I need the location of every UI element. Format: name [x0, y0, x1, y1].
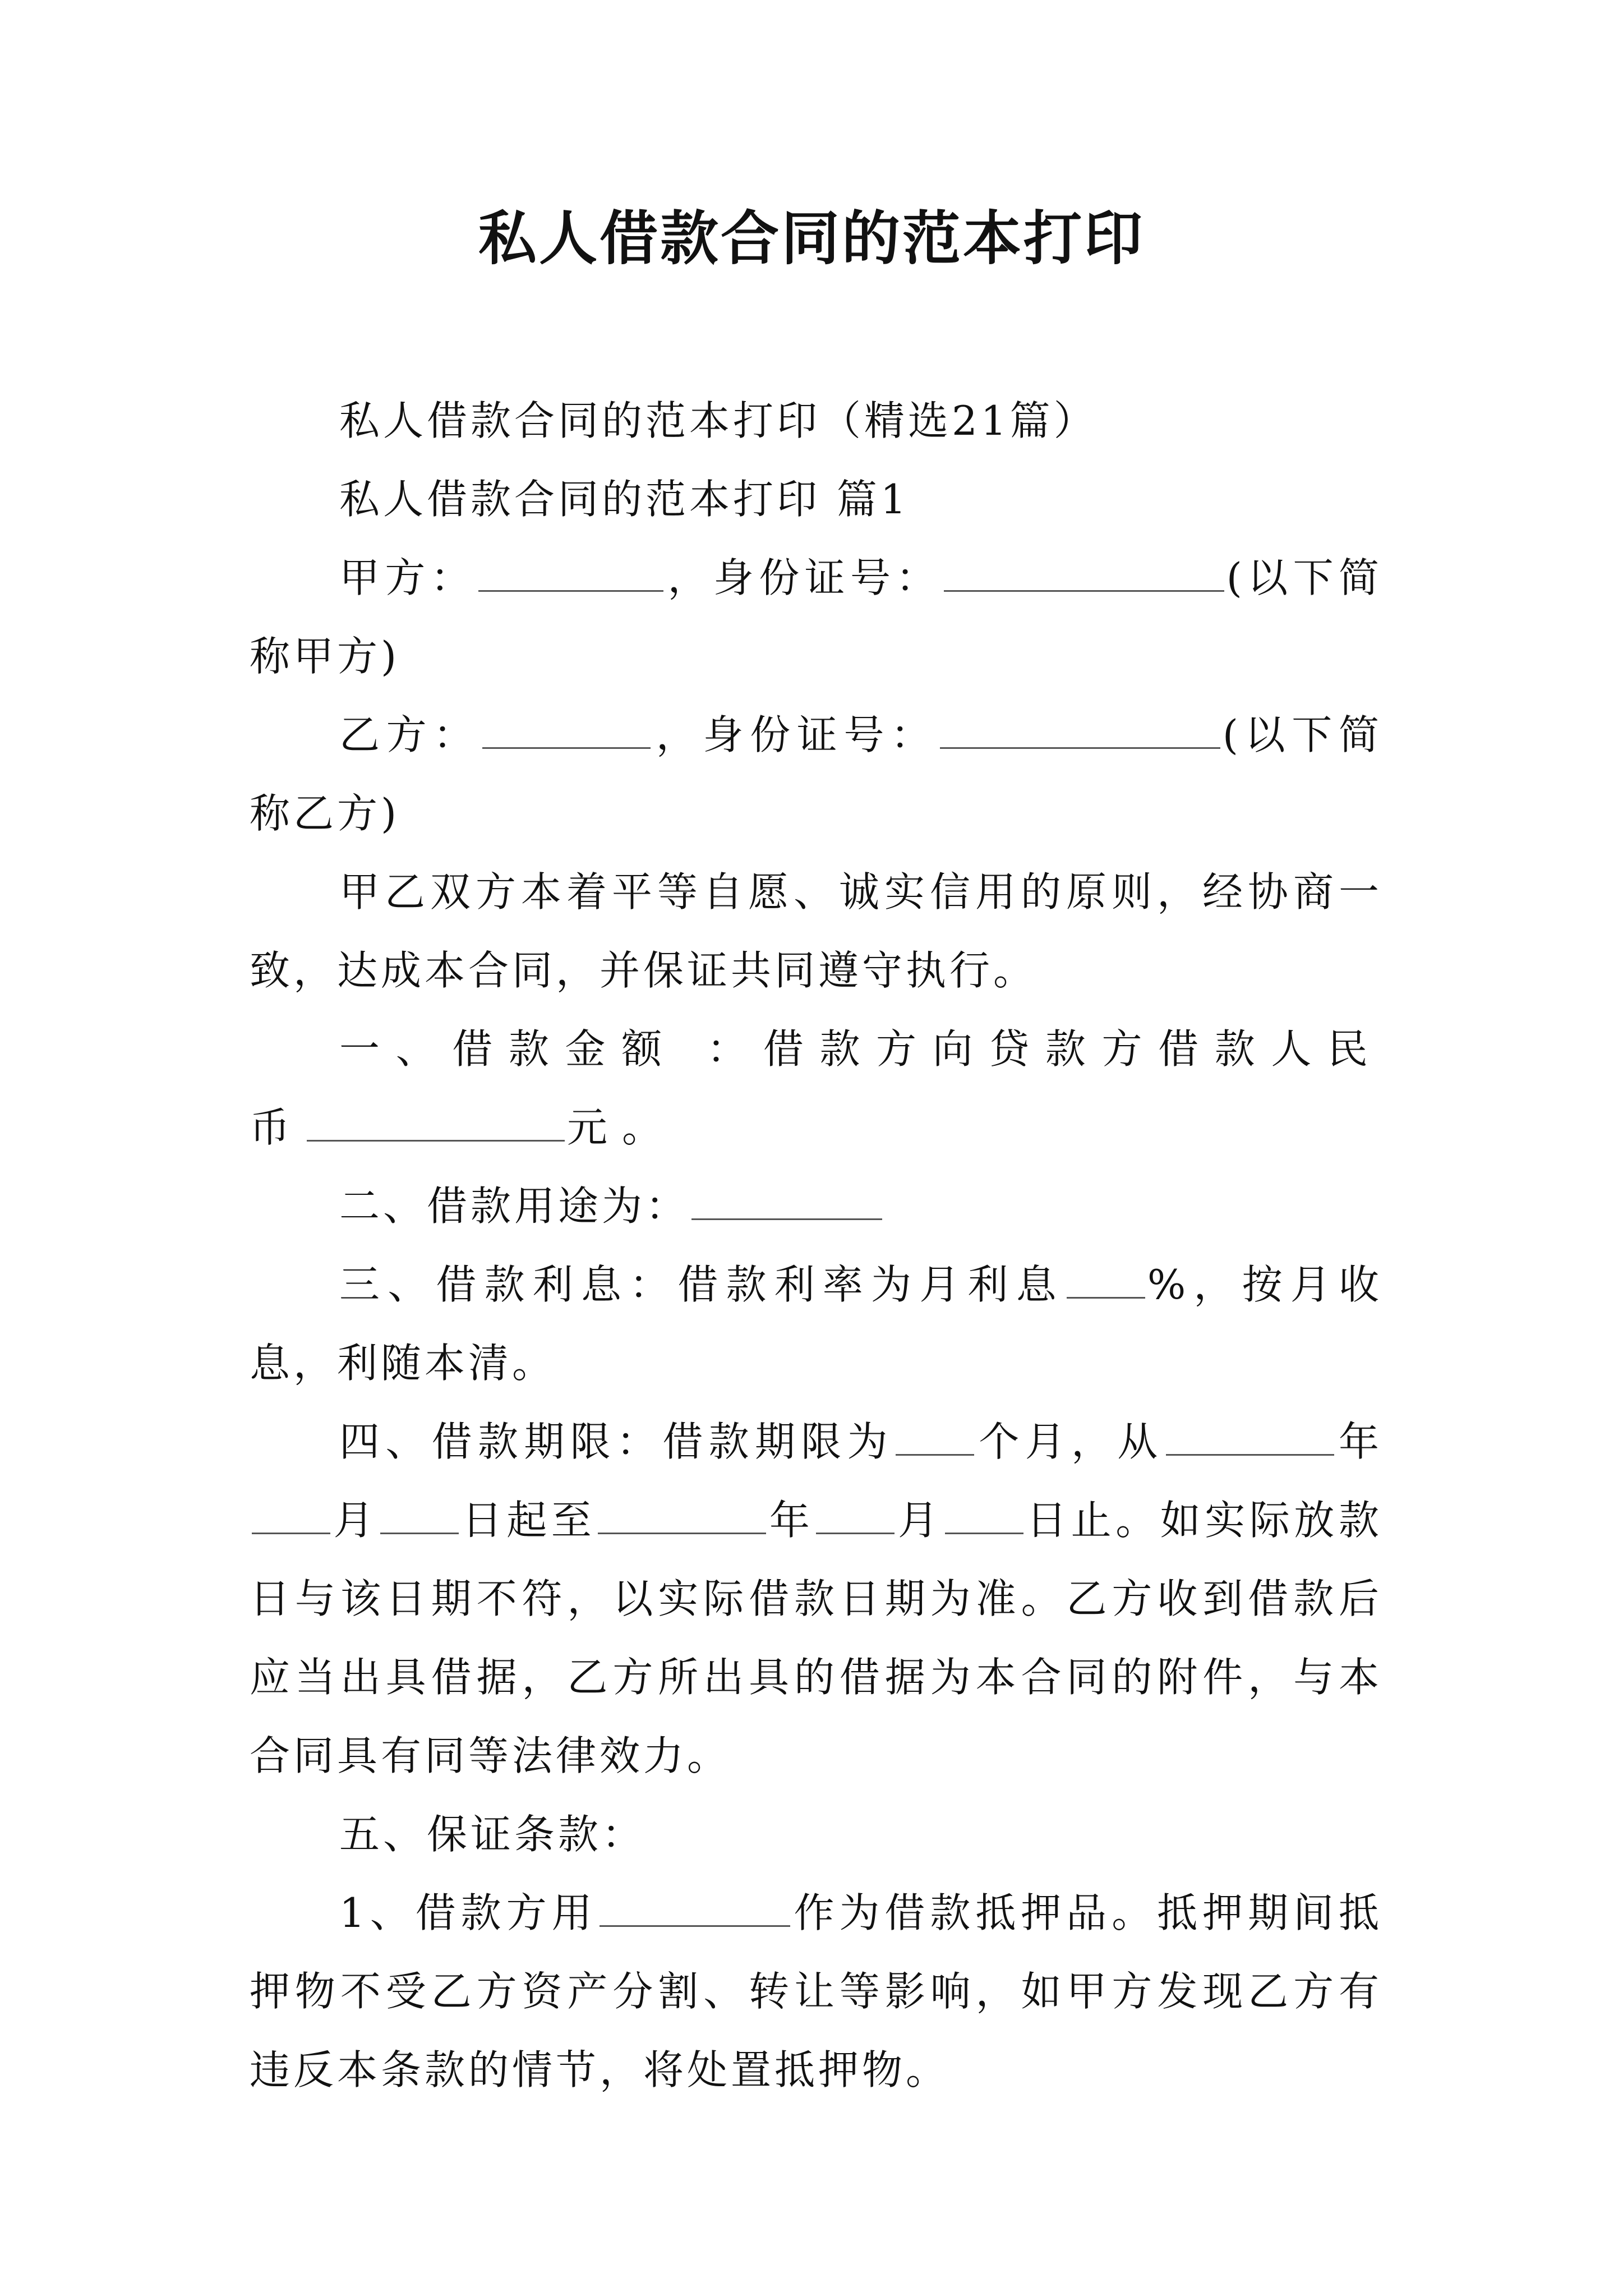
party-a-id-blank	[944, 555, 1224, 592]
document-body	[250, 381, 1382, 2109]
interest-rate-blank	[1067, 1262, 1145, 1299]
clause-1-text: 一、借款金额 ：借款方向贷款方借款人民币	[250, 1025, 1382, 1151]
clause-2	[250, 1167, 1382, 1245]
document-title: 私人借款合同的范本打印	[478, 204, 1145, 273]
clause-4-t8: 日止。如实际放款日与该日期不符，以实际借款日期为准。乙方收到借款后应当出具借据，乙方所出具的借据为本合同的附件，与本合同具有同等法律效力。	[250, 1497, 1382, 1779]
end-day-blank	[945, 1498, 1023, 1534]
clause-3-before: 三、借款利息：借款利率为月利息	[339, 1261, 1064, 1308]
start-day-blank	[380, 1498, 459, 1534]
clause-4-t2: 个月，从	[976, 1418, 1164, 1465]
party-b-suffix: (以下简称乙方)	[250, 711, 1382, 837]
start-year-blank	[1166, 1419, 1334, 1456]
start-month-blank	[252, 1498, 330, 1534]
subtitle: 私人借款合同的范本打印（精选21篇）	[339, 397, 1098, 444]
party-a-suffix: (以下简称甲方)	[250, 554, 1382, 680]
party-a-id-label: ，身份证号：	[666, 554, 942, 601]
clause-4-t6: 年	[768, 1497, 814, 1544]
end-year-blank	[598, 1498, 766, 1534]
term-months-blank	[896, 1419, 974, 1456]
party-a-line	[250, 539, 1382, 696]
section-heading: 私人借款合同的范本打印 篇1	[339, 476, 910, 523]
clause-4-t4: 月	[333, 1497, 379, 1544]
collateral-blank	[600, 1890, 790, 1927]
clause-4-t7: 月	[897, 1497, 943, 1544]
clause-5-item-1-before: 1、借款方用	[339, 1889, 597, 1936]
clause-4	[250, 1402, 1382, 1795]
clause-1-unit: 元。	[567, 1104, 677, 1151]
party-b-id-blank	[940, 712, 1220, 749]
clause-4-t3: 年	[1336, 1418, 1382, 1465]
party-a-name-blank	[478, 555, 663, 592]
clause-2-text: 二、借款用途为：	[339, 1182, 690, 1230]
clause-5-item-1	[250, 1874, 1382, 2109]
party-a-label: 甲方：	[339, 554, 477, 601]
clause-4-t1: 四、借款期限：借款期限为	[339, 1418, 893, 1465]
clause-5-heading: 五、保证条款：	[339, 1811, 646, 1858]
end-month-blank	[816, 1498, 895, 1534]
party-b-id-label: ，身份证号：	[653, 711, 938, 758]
clause-3-after: %，按月收息，利随本清。	[250, 1261, 1382, 1387]
loan-amount-blank	[307, 1105, 565, 1142]
party-b-name-blank	[482, 712, 651, 749]
intro-paragraph: 甲乙双方本着平等自愿、诚实信用的原则，经协商一致，达成本合同，并保证共同遵守执行。	[250, 868, 1382, 994]
clause-5-item-1-after: 作为借款抵押品。抵押期间抵押物不受乙方资产分割、转让等影响，如甲方发现乙方有违反本条款的情节，将处置抵押物。	[250, 1889, 1382, 2093]
clause-3	[250, 1245, 1382, 1402]
clause-1	[250, 1010, 1382, 1167]
party-b-line	[250, 696, 1382, 853]
party-b-label: 乙方：	[339, 711, 481, 758]
loan-purpose-blank	[691, 1184, 882, 1220]
clause-4-t5: 日起至	[461, 1497, 596, 1544]
